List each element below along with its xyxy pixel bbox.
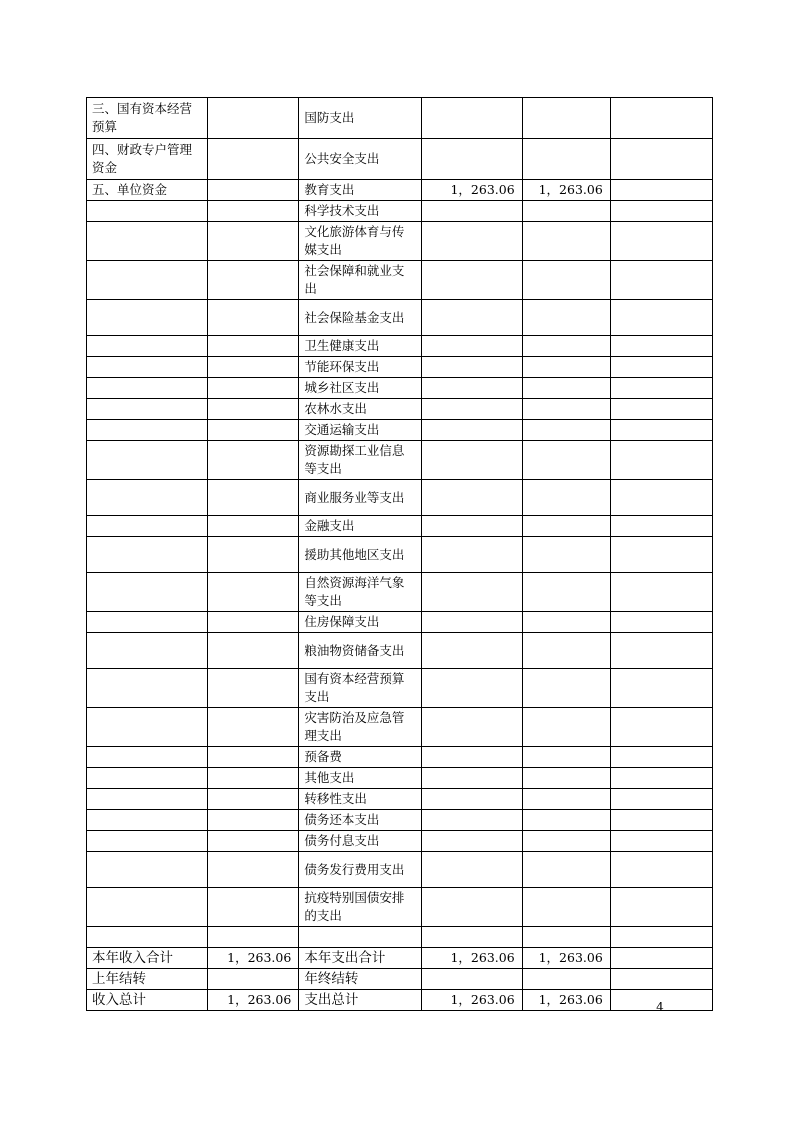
expense-amount-a-cell (421, 378, 522, 399)
expense-item-cell: 科学技术支出 (299, 201, 421, 222)
income-item-cell (87, 201, 208, 222)
income-amount-cell (208, 747, 299, 768)
table-row (87, 180, 713, 201)
table-row (87, 222, 713, 261)
income-item-cell: 本年收入合计 (87, 948, 208, 969)
expense-amount-c-cell (610, 537, 712, 573)
table-row (87, 573, 713, 612)
income-item-cell (87, 399, 208, 420)
expense-amount-a-cell (421, 441, 522, 480)
expense-amount-a-cell (421, 222, 522, 261)
expense-item-cell: 文化旅游体育与传媒支出 (299, 222, 421, 261)
expense-item-cell: 自然资源海洋气象等支出 (299, 573, 421, 612)
income-item-cell (87, 810, 208, 831)
table-row (87, 852, 713, 888)
expense-item-cell: 社会保险基金支出 (299, 300, 421, 336)
expense-item-cell: 灾害防治及应急管理支出 (299, 708, 421, 747)
expense-amount-c-cell (610, 336, 712, 357)
expense-item-cell (299, 927, 421, 948)
expense-amount-c-cell (610, 669, 712, 708)
expense-amount-b-cell (522, 831, 610, 852)
income-item-cell (87, 612, 208, 633)
expense-amount-b-cell (522, 261, 610, 300)
table-row (87, 399, 713, 420)
income-item-cell (87, 357, 208, 378)
expense-amount-a-cell: 1，263.06 (421, 948, 522, 969)
expense-amount-c-cell (610, 180, 712, 201)
expense-item-cell: 交通运输支出 (299, 420, 421, 441)
expense-item-cell: 粮油物资储备支出 (299, 633, 421, 669)
table-row (87, 139, 713, 180)
table-row (87, 441, 713, 480)
income-amount-cell (208, 441, 299, 480)
expense-item-cell: 资源勘探工业信息等支出 (299, 441, 421, 480)
expense-amount-c-cell (610, 708, 712, 747)
income-item-cell (87, 336, 208, 357)
expense-item-cell: 社会保障和就业支出 (299, 261, 421, 300)
income-amount-cell (208, 927, 299, 948)
expense-amount-c-cell (610, 852, 712, 888)
income-item-cell (87, 441, 208, 480)
expense-amount-b-cell (522, 789, 610, 810)
expense-amount-b-cell (522, 669, 610, 708)
income-amount-cell (208, 222, 299, 261)
income-item-cell (87, 927, 208, 948)
income-amount-cell (208, 399, 299, 420)
expense-item-cell: 住房保障支出 (299, 612, 421, 633)
expense-amount-b-cell (522, 222, 610, 261)
expense-amount-c-cell (610, 573, 712, 612)
table-row (87, 990, 713, 1011)
expense-amount-b-cell (522, 399, 610, 420)
income-amount-cell (208, 810, 299, 831)
table-row (87, 378, 713, 399)
expense-item-cell: 教育支出 (299, 180, 421, 201)
expense-amount-a-cell (421, 789, 522, 810)
expense-item-cell: 农林水支出 (299, 399, 421, 420)
expense-amount-a-cell (421, 633, 522, 669)
expense-amount-c-cell (610, 420, 712, 441)
expense-amount-a-cell (421, 810, 522, 831)
expense-item-cell: 国有资本经营预算支出 (299, 669, 421, 708)
expense-amount-b-cell: 1，263.06 (522, 180, 610, 201)
expense-amount-c-cell (610, 201, 712, 222)
expense-amount-c-cell (610, 810, 712, 831)
expense-amount-c-cell (610, 139, 712, 180)
expense-amount-c-cell (610, 441, 712, 480)
income-amount-cell (208, 516, 299, 537)
expense-amount-a-cell (421, 612, 522, 633)
expense-item-cell: 支出总计 (299, 990, 421, 1011)
income-amount-cell (208, 708, 299, 747)
income-amount-cell (208, 139, 299, 180)
expense-amount-c-cell (610, 969, 712, 990)
expense-item-cell: 商业服务业等支出 (299, 480, 421, 516)
table-row (87, 612, 713, 633)
expense-amount-b-cell (522, 201, 610, 222)
table-row (87, 537, 713, 573)
income-amount-cell: 1，263.06 (208, 948, 299, 969)
expense-amount-b-cell (522, 612, 610, 633)
table-row (87, 98, 713, 139)
expense-amount-b-cell (522, 357, 610, 378)
expense-item-cell: 卫生健康支出 (299, 336, 421, 357)
expense-item-cell: 其他支出 (299, 768, 421, 789)
table-row (87, 747, 713, 768)
table-row (87, 633, 713, 669)
budget-table (86, 97, 713, 1011)
expense-amount-a-cell (421, 573, 522, 612)
income-amount-cell (208, 261, 299, 300)
expense-amount-a-cell (421, 98, 522, 139)
expense-amount-c-cell (610, 768, 712, 789)
expense-amount-a-cell (421, 139, 522, 180)
income-amount-cell (208, 537, 299, 573)
expense-amount-c-cell (610, 300, 712, 336)
income-item-cell (87, 573, 208, 612)
income-amount-cell (208, 201, 299, 222)
income-item-cell (87, 768, 208, 789)
expense-amount-a-cell (421, 927, 522, 948)
table-row (87, 357, 713, 378)
income-item-cell: 收入总计 (87, 990, 208, 1011)
expense-amount-a-cell: 1，263.06 (421, 990, 522, 1011)
expense-amount-a-cell (421, 357, 522, 378)
expense-item-cell: 预备费 (299, 747, 421, 768)
expense-amount-b-cell (522, 139, 610, 180)
expense-amount-c-cell (610, 789, 712, 810)
expense-amount-b-cell (522, 810, 610, 831)
table-row (87, 420, 713, 441)
expense-amount-a-cell (421, 480, 522, 516)
table-row (87, 789, 713, 810)
table-row (87, 927, 713, 948)
table-row (87, 336, 713, 357)
expense-amount-a-cell (421, 399, 522, 420)
income-item-cell (87, 747, 208, 768)
expense-amount-b-cell (522, 768, 610, 789)
expense-amount-c-cell (610, 98, 712, 139)
income-item-cell: 三、国有资本经营预算 (87, 98, 208, 139)
income-item-cell (87, 708, 208, 747)
table-row (87, 969, 713, 990)
expense-amount-a-cell (421, 747, 522, 768)
expense-amount-a-cell (421, 852, 522, 888)
income-amount-cell (208, 831, 299, 852)
expense-amount-a-cell (421, 261, 522, 300)
expense-amount-a-cell (421, 537, 522, 573)
expense-amount-a-cell (421, 516, 522, 537)
expense-amount-b-cell (522, 378, 610, 399)
table-row (87, 708, 713, 747)
income-amount-cell (208, 573, 299, 612)
expense-amount-b-cell: 1，263.06 (522, 990, 610, 1011)
expense-amount-b-cell (522, 480, 610, 516)
expense-amount-a-cell (421, 768, 522, 789)
income-amount-cell (208, 336, 299, 357)
income-item-cell (87, 831, 208, 852)
table-row (87, 768, 713, 789)
expense-amount-b-cell (522, 573, 610, 612)
expense-amount-b-cell (522, 708, 610, 747)
expense-amount-b-cell: 1，263.06 (522, 948, 610, 969)
expense-item-cell: 债务还本支出 (299, 810, 421, 831)
table-row (87, 300, 713, 336)
income-item-cell (87, 261, 208, 300)
expense-amount-c-cell (610, 948, 712, 969)
income-item-cell (87, 669, 208, 708)
expense-amount-c-cell (610, 378, 712, 399)
table-row (87, 948, 713, 969)
expense-amount-a-cell (421, 969, 522, 990)
expense-item-cell: 转移性支出 (299, 789, 421, 810)
expense-item-cell: 抗疫特别国债安排的支出 (299, 888, 421, 927)
expense-item-cell: 公共安全支出 (299, 139, 421, 180)
income-amount-cell (208, 633, 299, 669)
table-row (87, 480, 713, 516)
expense-item-cell: 年终结转 (299, 969, 421, 990)
expense-amount-b-cell (522, 927, 610, 948)
income-amount-cell (208, 300, 299, 336)
income-item-cell (87, 222, 208, 261)
income-item-cell (87, 480, 208, 516)
expense-amount-c-cell (610, 222, 712, 261)
expense-amount-b-cell (522, 420, 610, 441)
income-amount-cell: 1，263.06 (208, 990, 299, 1011)
income-item-cell (87, 852, 208, 888)
expense-item-cell: 城乡社区支出 (299, 378, 421, 399)
expense-amount-a-cell: 1，263.06 (421, 180, 522, 201)
expense-amount-a-cell (421, 888, 522, 927)
expense-amount-b-cell (522, 98, 610, 139)
expense-amount-c-cell (610, 612, 712, 633)
table-row (87, 516, 713, 537)
expense-item-cell: 国防支出 (299, 98, 421, 139)
table-row (87, 810, 713, 831)
expense-amount-b-cell (522, 537, 610, 573)
income-amount-cell (208, 420, 299, 441)
income-amount-cell (208, 852, 299, 888)
income-amount-cell (208, 969, 299, 990)
table-row (87, 831, 713, 852)
income-amount-cell (208, 768, 299, 789)
income-item-cell (87, 888, 208, 927)
income-item-cell (87, 300, 208, 336)
income-amount-cell (208, 888, 299, 927)
expense-amount-a-cell (421, 669, 522, 708)
expense-amount-a-cell (421, 708, 522, 747)
income-amount-cell (208, 669, 299, 708)
expense-item-cell: 节能环保支出 (299, 357, 421, 378)
expense-amount-a-cell (421, 420, 522, 441)
expense-amount-c-cell (610, 747, 712, 768)
income-amount-cell (208, 180, 299, 201)
table-row (87, 201, 713, 222)
expense-amount-c-cell (610, 261, 712, 300)
expense-amount-b-cell (522, 852, 610, 888)
expense-item-cell: 援助其他地区支出 (299, 537, 421, 573)
expense-amount-c-cell (610, 888, 712, 927)
expense-amount-b-cell (522, 441, 610, 480)
expense-amount-c-cell (610, 516, 712, 537)
expense-amount-c-cell (610, 480, 712, 516)
income-item-cell: 四、财政专户管理资金 (87, 139, 208, 180)
expense-amount-b-cell (522, 336, 610, 357)
income-item-cell (87, 516, 208, 537)
table-row (87, 261, 713, 300)
table-row (87, 888, 713, 927)
income-amount-cell (208, 789, 299, 810)
income-item-cell: 五、单位资金 (87, 180, 208, 201)
expense-amount-c-cell (610, 831, 712, 852)
income-amount-cell (208, 98, 299, 139)
expense-amount-b-cell (522, 888, 610, 927)
expense-item-cell: 本年支出合计 (299, 948, 421, 969)
expense-amount-a-cell (421, 336, 522, 357)
income-item-cell (87, 789, 208, 810)
expense-amount-a-cell (421, 201, 522, 222)
expense-amount-a-cell (421, 300, 522, 336)
page-number: 4 (656, 1000, 664, 1014)
income-item-cell (87, 633, 208, 669)
expense-amount-c-cell (610, 357, 712, 378)
expense-amount-b-cell (522, 969, 610, 990)
income-amount-cell (208, 378, 299, 399)
expense-amount-c-cell (610, 927, 712, 948)
expense-amount-c-cell (610, 399, 712, 420)
income-item-cell (87, 537, 208, 573)
expense-amount-b-cell (522, 300, 610, 336)
expense-amount-b-cell (522, 747, 610, 768)
expense-amount-a-cell (421, 831, 522, 852)
expense-item-cell: 金融支出 (299, 516, 421, 537)
income-amount-cell (208, 612, 299, 633)
expense-item-cell: 债务发行费用支出 (299, 852, 421, 888)
income-item-cell (87, 378, 208, 399)
expense-amount-b-cell (522, 516, 610, 537)
income-item-cell (87, 420, 208, 441)
income-amount-cell (208, 357, 299, 378)
expense-amount-b-cell (522, 633, 610, 669)
income-amount-cell (208, 480, 299, 516)
expense-item-cell: 债务付息支出 (299, 831, 421, 852)
expense-amount-c-cell (610, 633, 712, 669)
income-item-cell: 上年结转 (87, 969, 208, 990)
budget-table-body (87, 98, 713, 1011)
table-row (87, 669, 713, 708)
